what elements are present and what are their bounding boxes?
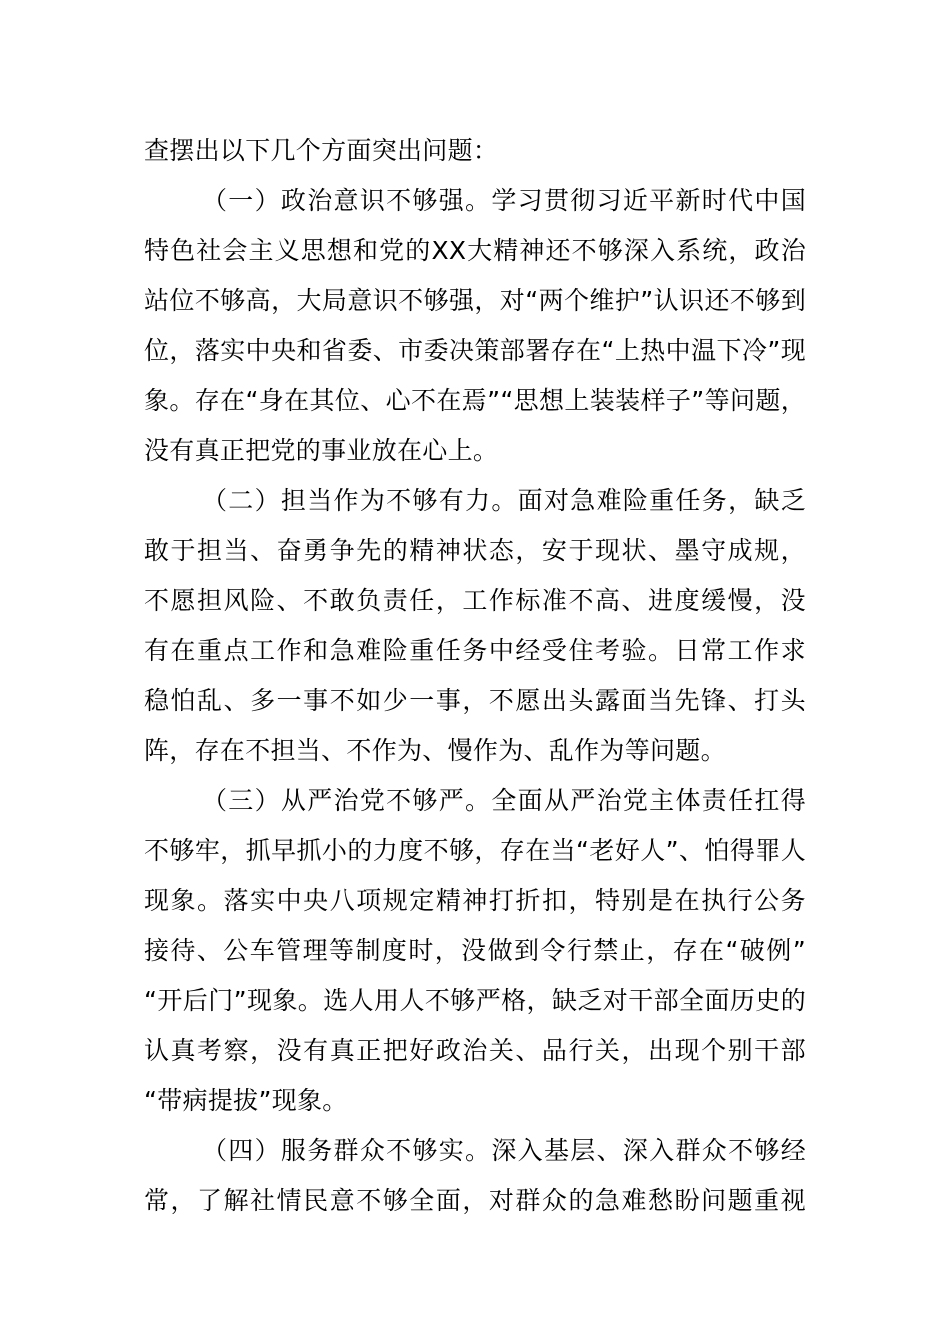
text-line: “开后门”现象。选人用人不够严格，缺乏对干部全面历史的: [144, 986, 806, 1015]
paragraph-party-discipline: [144, 776, 806, 1126]
text-line: （二）担当作为不够有力。面对急难险重任务，缺乏: [202, 486, 806, 515]
paragraph-responsibility: [144, 476, 806, 776]
text-line: 位，落实中央和省委、市委决策部署存在“上热中温下冷”现: [144, 336, 806, 365]
text-line: 常，了解社情民意不够全面，对群众的急难愁盼问题重视: [144, 1186, 806, 1215]
text-line: 不够牢，抓早抓小的力度不够，存在当“老好人”、怕得罪人: [144, 836, 806, 865]
text-line: （四）服务群众不够实。深入基层、深入群众不够经: [202, 1136, 806, 1165]
text-line: （一）政治意识不够强。学习贯彻习近平新时代中国: [202, 186, 806, 215]
text-line: 现象。落实中央八项规定精神打折扣，特别是在执行公务: [144, 886, 806, 915]
paragraph-political-awareness: [144, 176, 806, 476]
text-line: 站位不够高，大局意识不够强，对“两个维护”认识还不够到: [144, 286, 806, 315]
text-line: “带病提拔”现象。: [144, 1086, 348, 1115]
text-line: 稳怕乱、多一事不如少一事，不愿出头露面当先锋、打头: [144, 686, 806, 715]
paragraph-intro: [144, 126, 806, 176]
text-line: 不愿担风险、不敢负责任，工作标准不高、进度缓慢，没: [144, 586, 806, 615]
text-line: 查摆出以下几个方面突出问题：: [144, 136, 499, 165]
text-line: 认真考察，没有真正把好政治关、品行关，出现个别干部: [144, 1036, 806, 1065]
text-line: （三）从严治党不够严。全面从严治党主体责任扛得: [202, 786, 806, 815]
document-body: [144, 126, 806, 1226]
text-line: 没有真正把党的事业放在心上。: [144, 436, 499, 465]
text-line: 敢于担当、奋勇争先的精神状态，安于现状、墨守成规，: [144, 536, 806, 565]
text-line: 接待、公车管理等制度时，没做到令行禁止，存在“破例”: [144, 936, 806, 965]
text-line: 特色社会主义思想和党的XX大精神还不够深入系统，政治: [144, 236, 806, 265]
paragraph-serving-masses: [144, 1126, 806, 1226]
text-line: 阵，存在不担当、不作为、慢作为、乱作为等问题。: [144, 736, 726, 765]
text-line: 象。存在“身在其位、心不在焉”“思想上装装样子”等问题，: [144, 386, 806, 415]
text-line: 有在重点工作和急难险重任务中经受住考验。日常工作求: [144, 636, 806, 665]
